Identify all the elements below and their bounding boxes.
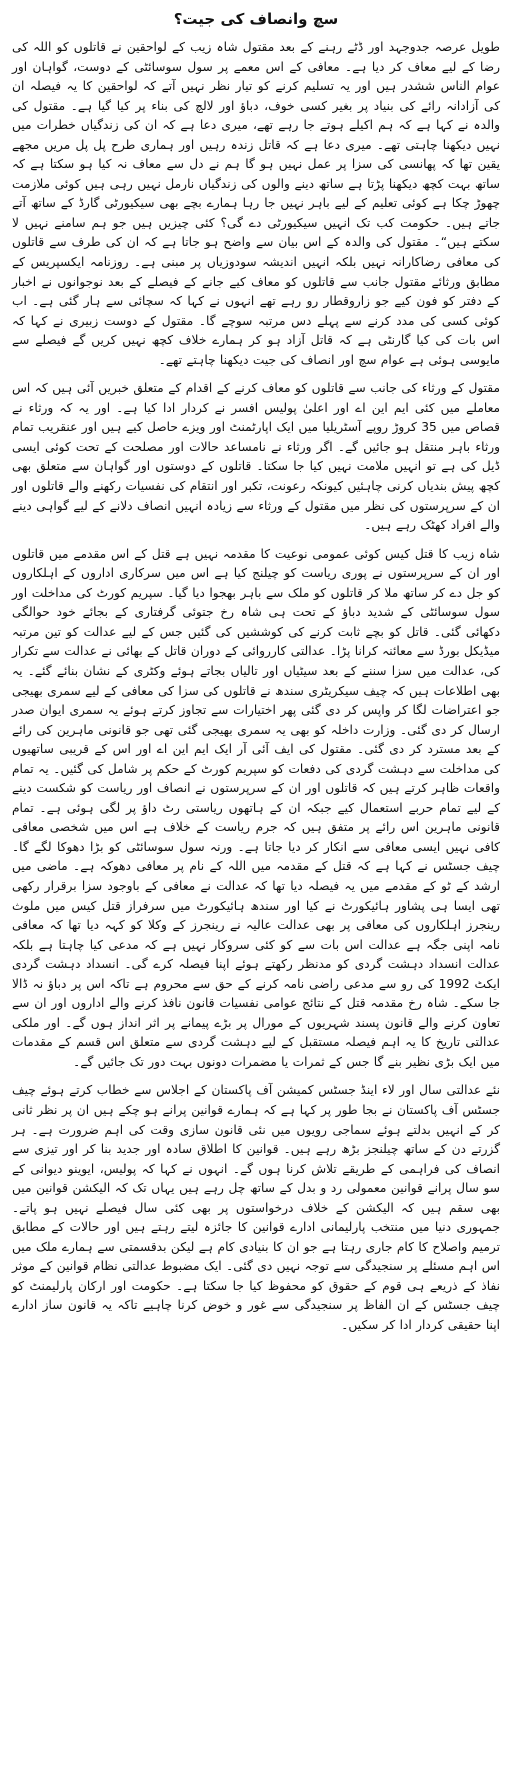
article-paragraph-1: طویل عرصہ جدوجہد اور ڈٹے رہنے کے بعد مقتول شاہ زیب کے لواحقین نے قاتلوں کو اللہ کی رضا کے لیے معاف کر دیا ہے۔ معافی کے اس معمے پر سول سوسائٹی کے دوست، گواہان اور عوام الناس ششدر ہیں اور یہ تسلیم کرنے کو تیار نظر نہیں آتے کہ لواحقین کا یہ فیصلہ ان کی آزادانہ رائے کی بنیاد پر بغیر کسی خوف، دباؤ اور لالچ کی بناء پر کیا گیا ہے۔ مقتول کی والدہ نے کہا ہے کہ ہم اکیلے ہوتے جا رہے تھے، میری دعا ہے کہ ان کی زندگیاں خطرات میں نہیں دیکھنا چاہتی تھے۔ میری دعا ہے کہ قاتل زندہ رہیں اور ہماری طرح پل پل مریں مجھے یقین تھا کہ پھانسی کی سزا پر عمل نہیں ہو گا ہم نے دل سے معاف نہ کیا ہو سکتا ہے کہ ساتھ بہت کچھ دیکھنا پڑتا ہے ساتھ دینے والوں کی زندگیاں نارمل نہیں رہی ہیں کوئی ملازمت چھوڑ چکا ہے کوئی تعلیم کے لیے باہر نہیں جا رہا ہمارے بچے بھی سیکیورٹی گارڈ کے ساتھ آتے جاتے ہیں۔ حکومت کب تک انہیں سیکیورٹی دے گی؟ کئی چیزیں ہیں جو ہم سامنے نہیں لا سکتے ہیں“۔ مقتول کی والدہ کے اس بیان سے واضح ہو جاتا ہے کہ ان کی طرف سے قاتلوں کی معافی رضاکارانہ نہیں بلکہ انہیں اندیشہ سودوزیاں پر مبنی ہے۔ روزنامہ ایکسپریس کے مطابق ورثائے مقتول جانب سے قاتلوں کو معاف کیے جانے کے فیصلے کے بعد نوجوانوں نے اخبار کے دفتر کو فون کیے جو زاروقطار رو رہے تھے انہوں نے کہا کہ سچائی سے ہار گئی ہے۔ اب کوئی کسی کی مدد کرنے سے پہلے دس مرتبہ سوچے گا۔ مقتول کے دوست زبیری نے کہا کہ اس بات کی کیا گارنٹی ہے کہ قاتل آزاد ہو کر ہمارے خلاف کچھ نہیں کریں گے فیصلے سے مایوسی ہوئی ہے عوام سچ اور انصاف کی جیت دیکھنا چاہتے تھے۔ [12,40,500,367]
article-paragraph-4: نئے عدالتی سال اور لاء اینڈ جسٹس کمیشن آف پاکستان کے اجلاس سے خطاب کرتے ہوئے چیف جسٹس آف پاکستان نے بجا طور پر کہا ہے کہ ہمارے قوانین پرانے ہو چکے ہیں ان پر نظر ثانی کر کے انہیں بدلتے ہوئے سماجی رویوں میں نئی قانون سازی وقت کی اہم ضرورت ہے۔ ہر گزرتے دن کے ساتھ چیلنجز بڑھ رہے ہیں۔ قوانین کا اطلاق سادہ اور جدید بنا کر اور تیزی سے انصاف کی فراہمی کے طریقے تلاش کرنا ہوں گے۔ انہوں نے کہا کہ پولیس، ایوینو دیوانی کے سو سال پرانے قوانین معمولی رد و بدل کے ساتھ چل رہے ہیں یہاں تک کہ الیکشن قوانین میں بھی سقم ہیں کہ الیکشن کے خلاف درخواستوں پر بھی کئی سال فیصلے نہیں ہو پاتے۔ جمہوری دنیا میں منتخب پارلیمانی ادارے قوانین کا جائزہ لیتے رہتے ہیں اور حالات کے مطابق ترمیم واصلاح کا کام جاری رہتا ہے جو ان کا بنیادی کام ہے لیکن بدقسمتی سے ہمارے ملک میں اس اہم مسئلے پر سنجیدگی سے توجہ نہیں دی گئی۔ ایک مضبوط عدالتی نظام قوانین کے موثر نفاذ کے ذریعے ہی قوم کے حقوق کو محفوظ کیا جا سکتا ہے۔ حکومت اور ارکان پارلیمنٹ کو چیف جسٹس کے ان الفاظ پر سنجیدگی سے غور و خوض کرنا چاہیے تاکہ یہ قانون ساز ادارے اپنا حقیقی کردار ادا کر سکیں۔ [12,1083,500,1332]
article-title: سچ وانصاف کی جیت؟ [173,10,339,28]
article-paragraph-2: مقتول کے ورثاء کی جانب سے قاتلوں کو معاف کرنے کے اقدام کے متعلق خبریں آئی ہیں کہ اس معاملے میں کئی ایم این اے اور اعلیٰ پولیس افسر نے کردار ادا کیا ہے۔ اور یہ کہ ورثاء نے قصاص میں 35 کروڑ روپے آسٹریلیا میں ایک اپارٹمنٹ اور ویزے حاصل کیے ہیں اور عنقریب تمام ورثاء باہر منتقل ہو جائیں گے۔ اگر ورثاء نے نامساعد حالات اور مصلحت کے تحت کوئی ایسی ڈیل کی ہے تو انہیں ملامت نہیں کیا جا سکتا۔ قاتلوں کے دوستوں اور گواہان سے متعلق بھی کچھ پیش بندیاں کرنی چاہئیں کیونکہ رعونت، تکبر اور انتقام کی نفسیات رکھنے والے قاتلوں اور ان کے سرپرستوں کی نظر میں مقتول کے ورثاء سے زیادہ انہیں انصاف دلانے کے لیے گواہی دینے والے افراد کھٹک رہے ہیں۔ [12,381,500,533]
article-paragraph-3: شاہ زیب کا قتل کیس کوئی عمومی نوعیت کا مقدمہ نہیں ہے قتل کے اس مقدمے میں قاتلوں اور ان کے سرپرستوں نے پوری ریاست کو چیلنج کیا ہے اس میں سرکاری اداروں کے اہلکاروں کو جل دے کر ساتھ ملا کر قاتلوں کو ملک سے باہر بھجوا دیا گیا۔ سپریم کورٹ کی مداخلت اور سول سوسائٹی کے شدید دباؤ کے تحت ہی شاہ رخ جتوئی گرفتاری کے بجائے خود حوالگی دکھائی گئی۔ قاتل کو بچے ثابت کرنے کی کوششیں کی گئیں جس کے لیے عدالت کو تین مرتبہ میڈیکل بورڈ سے معائنہ کرانا پڑا۔ عدالتی کارروائی کے دوران قاتل کے بھائی نے عدالت سے تکرار کی، عدالت میں سزا سننے کے بعد سیٹیاں اور تالیاں بجاتے ہوئے وکٹری کے نشان بنائے گئے۔ یہ بھی اطلاعات ہیں کہ چیف سیکریٹری سندھ نے قاتلوں کی سزا کی معافی کے لیے سمری بھیجی جو اعتراضات لگا کر واپس کر دی گئی پھر اختیارات سے تجاوز کرتے ہوئے یہ سمری ایوان صدر ارسال کر دی گئی۔ وزارت داخلہ کو بھی یہ سمری بھیجی گئی تھی جو قانونی ماہرین کی رائے کے بعد مسترد کر دی گئی۔ مقتول کی ایف آئی آر ایک ایم این اے اور اس کے قریبی ساتھیوں کی مداخلت سے دہشت گردی کی دفعات کو سپریم کورٹ کے حکم پر شامل کی گئیں۔ یہ تمام واقعات ظاہر کرتے ہیں کہ قاتلوں اور ان کے سرپرستوں نے انصاف اور ریاست کو شکست دینے کے لیے تمام حربے استعمال کیے جبکہ ان کے ہاتھوں ریاستی رٹ داؤ پر لگی ہوئی ہے۔ تمام قانونی ماہرین اس رائے پر متفق ہیں کہ جرم ریاست کے خلاف ہے اس میں شخصی معافی کافی نہیں ایسی معافی سے انکار کر دیا جاتا ہے۔ ورنہ سول سوسائٹی کو بڑا دھوکا لگے گا۔ چیف جسٹس نے کہا ہے کہ قتل کے مقدمہ میں اللہ کے نام پر معافی دھوکہ ہے۔ ماضی میں ارشد کے ٹو کے مقدمے میں یہ فیصلہ دیا تھا کہ عدالت نے معافی کے باوجود سزا برقرار رکھی تھی ایسا ہی پشاور ہائیکورٹ نے کیا اور سندھ ہائیکورٹ میں سرفراز قتل کیس میں ملوث رینجرز اہلکاروں کی معافی پر بھی عدالت عالیہ نے رینجرز کے وکلا کو کہہ دیا تھا کہ معافی نامہ اپنی جگہ ہے عدالت اس بات سے کو کئی سروکار نہیں ہے کہ مدعی کیا چاہتا ہے بلکہ عدالت انسداد دہشت گردی کو مدنظر رکھتے ہوئے اپنا فیصلہ کرے گی۔ انسداد دہشت گردی ایکٹ 1992 کی رو سے مدعی راضی نامہ کرنے کے حق سے محروم ہے تاکہ اس پر دباؤ نہ ڈالا جا سکے۔ شاہ رخ مقدمہ قتل کے نتائج عوامی نفسیات قانون نافذ کرنے والے اداروں اور ان سے تعاون کرنے والے قانون پسند شہریوں کے مورال پر بڑے پیمانے پر اثر انداز ہوں گے۔ اور ملکی عدالتی تاریخ کا یہ اہم فیصلہ مستقبل کے لیے دہشت گردی سے متعلق اس قسم کے مقدمات میں ایک بڑی نظیر بنے گا جس کے ثمرات یا مضمرات دونوں بہت دور تک جائیں گے۔ [12,546,500,1069]
